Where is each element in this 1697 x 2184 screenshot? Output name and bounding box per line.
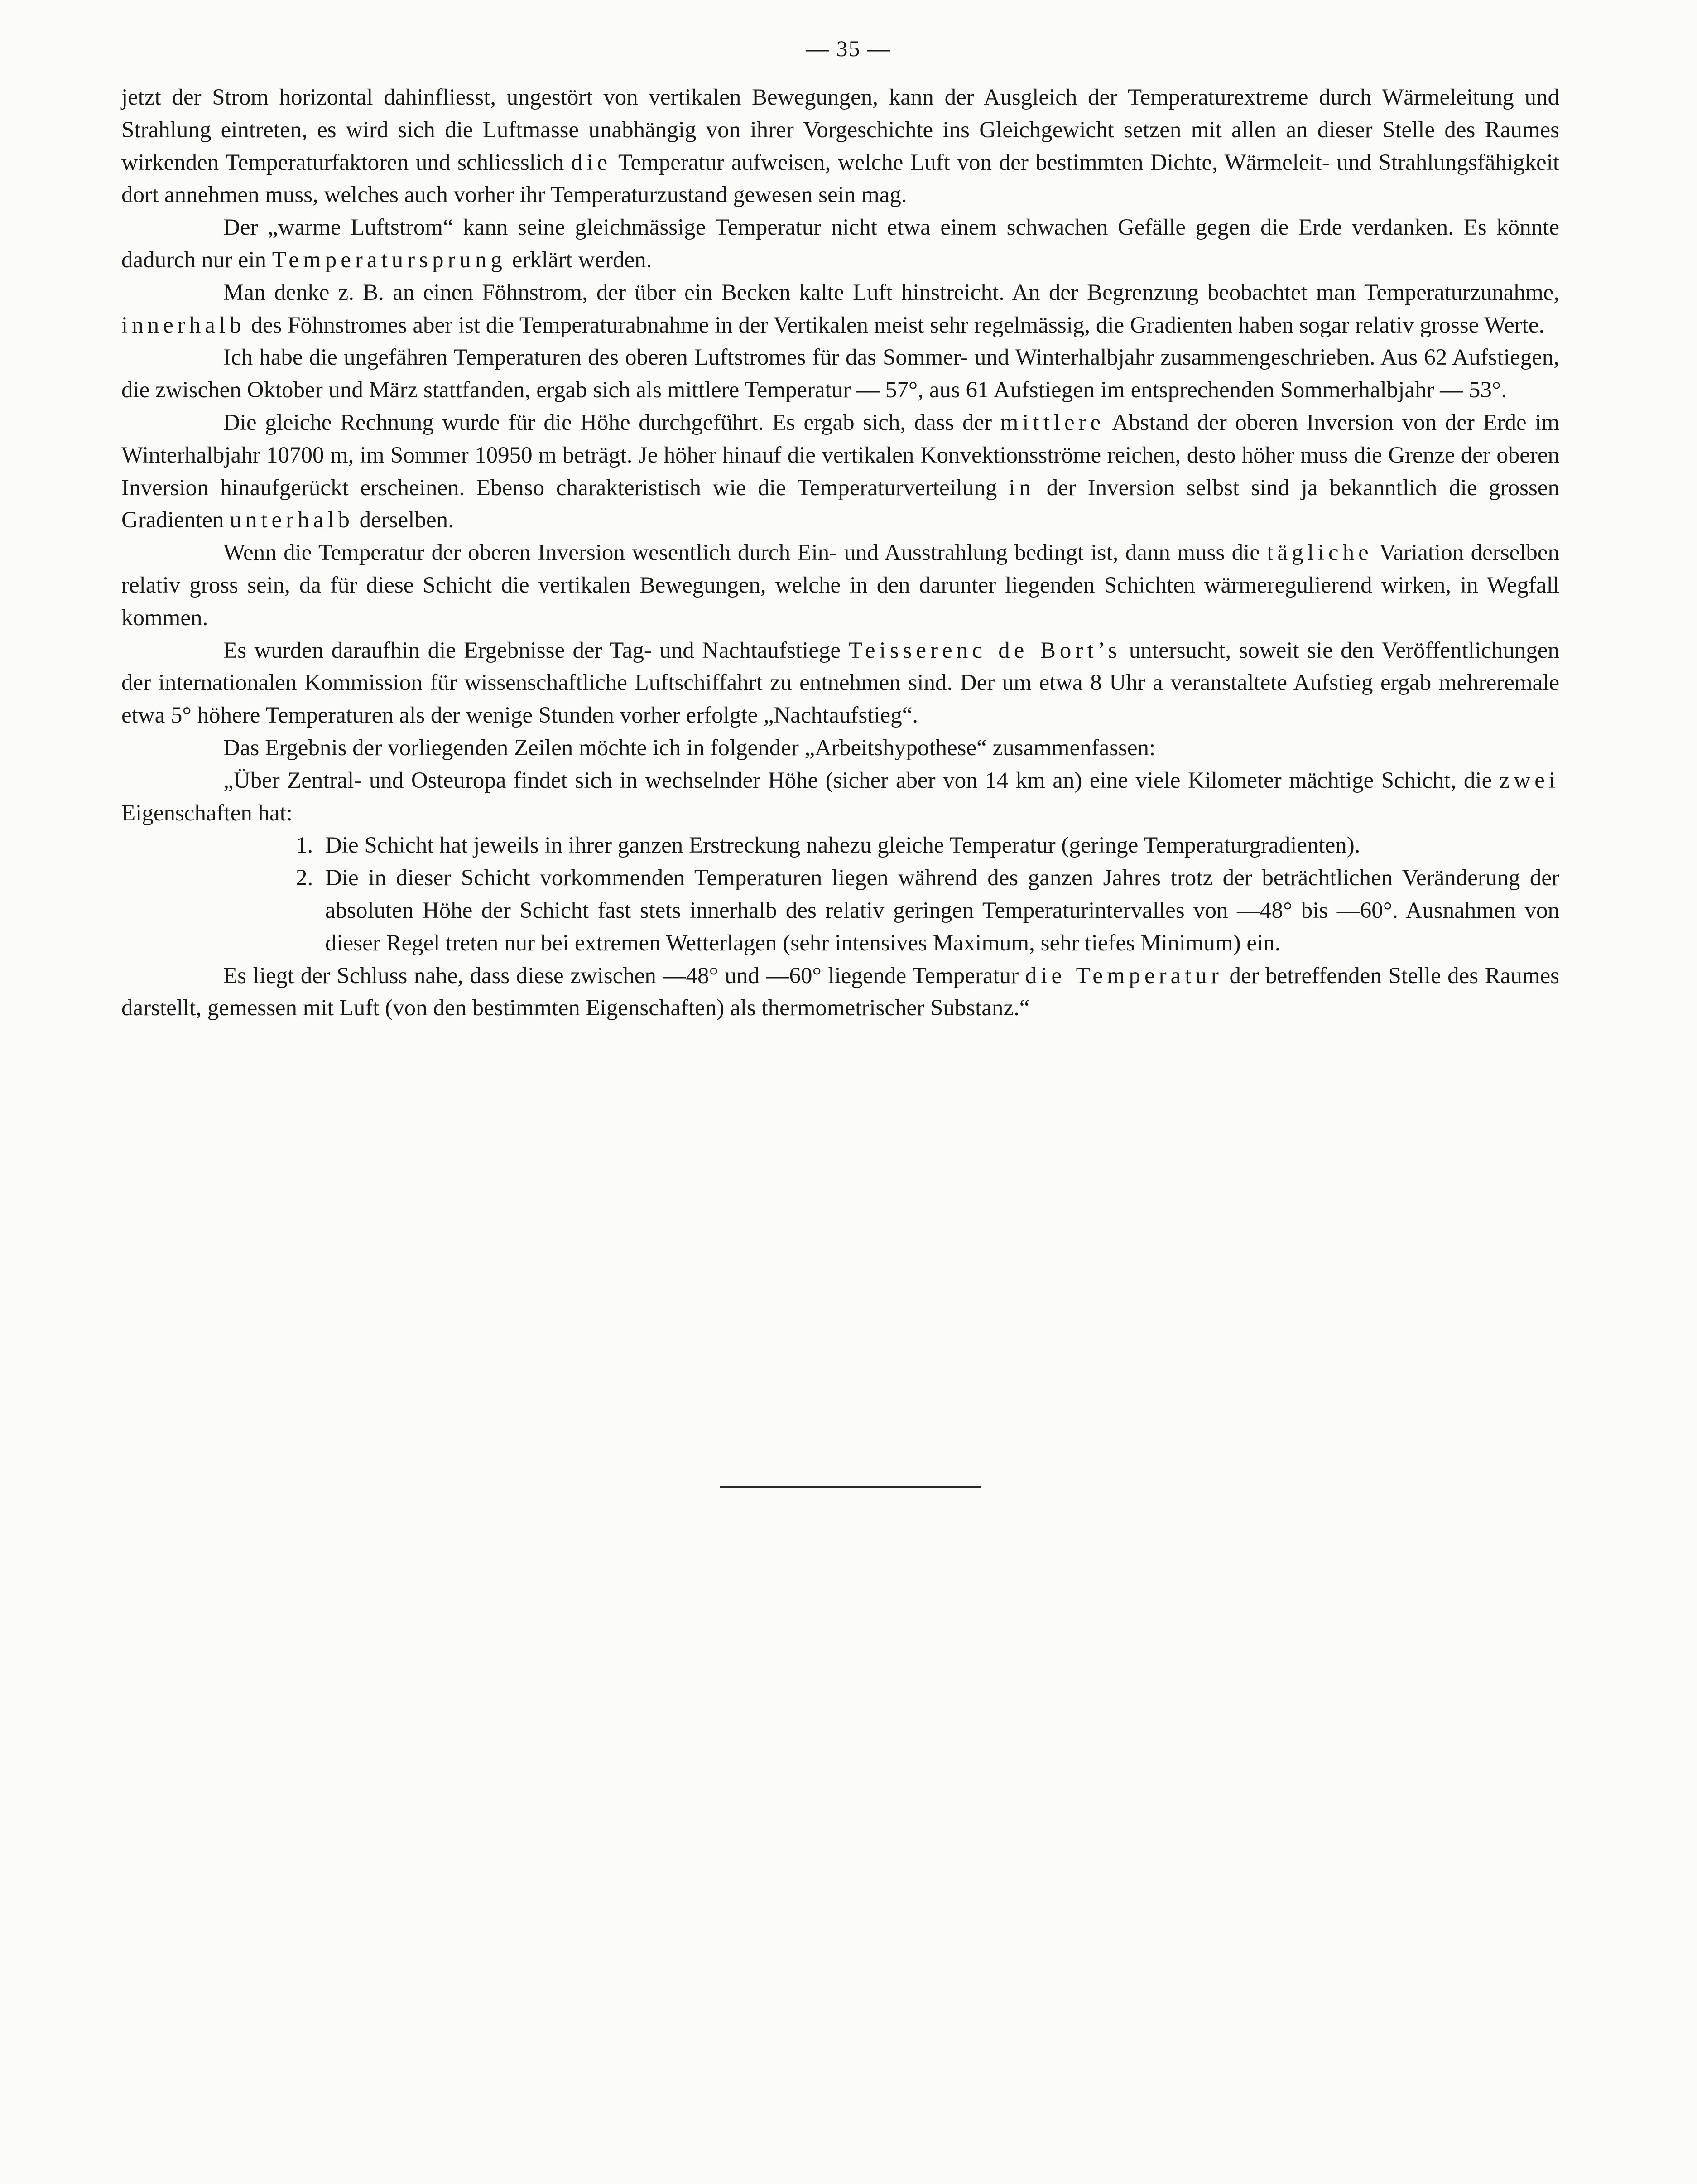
paragraph-text: Man denke z. B. an einen Föhnstrom, der über ein Becken kalte Luft hinstreicht. An der Begrenzung beobachtet man Temperaturzunahme,	[223, 280, 1559, 305]
paragraph-4: Ich habe die ungefähren Temperaturen des oberen Luftstromes für das Sommer- und Winterhalbjahr zusammengeschrieben. Aus 62 Aufstiegen, die zwischen Oktober und März stattfanden, ergab sich als mittlere Temperatur — 57°, aus 61 Aufstiegen im entsprechenden Sommerhalbjahr — 53°.	[121, 345, 1559, 403]
spaced-emphasis: Teisserenc de Bort’s	[848, 637, 1121, 663]
paragraph-text: jetzt der Strom horizontal dahinfliesst, ungestört von vertikalen Bewegungen, kann der Ausgleich der Temperaturextreme durch Wärmeleitung und Strahlung eintreten, es wird sich die Luftmasse unabhängig von ihrer Vorgeschichte ins Gleichgewicht setzen mit allen an dieser Stelle des Raumes wirkenden Temperaturfaktoren und schliesslich	[121, 85, 1559, 175]
list-item-text: Die Schicht hat jeweils in ihrer ganzen Erstreckung nahezu gleiche Temperatur (geringe Temperaturgradienten).	[325, 833, 1360, 858]
paragraph-text: erklärt werden.	[512, 247, 652, 273]
paragraph-text: Es wurden daraufhin die Ergebnisse der Tag- und Nachtaufstiege	[223, 637, 841, 663]
paragraph-text: Eigenschaften hat:	[121, 800, 293, 826]
spaced-emphasis: tägliche	[1267, 540, 1373, 566]
page-number: — 35 —	[806, 36, 891, 61]
list-item-number: 1.	[296, 833, 313, 858]
paragraph-text: der betreffenden Stelle des Raumes darstellt, gemessen mit Luft (von den bestimmten Eigenschaften) als thermometrischer Substanz.“	[121, 963, 1560, 1021]
spaced-emphasis: die Temperatur	[1025, 963, 1223, 988]
end-rule	[720, 1486, 981, 1488]
body-text	[121, 82, 1559, 1025]
spaced-emphasis: innerhalb	[121, 312, 245, 338]
paragraph-text: Wenn die Temperatur der oberen Inversion wesentlich durch Ein- und Ausstrahlung bedingt ist, dann muss die	[223, 540, 1260, 566]
paragraph-text: Es liegt der Schluss nahe, dass diese zwischen —48° und —60° liegende Temperatur	[223, 963, 1019, 988]
paragraph-9	[121, 765, 1559, 830]
list-item-number: 2.	[296, 865, 313, 891]
paragraph-1	[121, 82, 1559, 212]
list-item	[121, 862, 1559, 959]
paragraph-10	[121, 960, 1559, 1025]
paragraph-3	[121, 277, 1559, 342]
spaced-emphasis: Temperatursprung	[272, 247, 506, 273]
spaced-emphasis: in	[1009, 475, 1035, 501]
paragraph-6	[121, 537, 1559, 634]
property-list	[121, 829, 1559, 959]
paragraph-text: Temperatur aufweisen, welche Luft von der bestimmten Dichte, Wärmeleit- und Strahlungsfähigkeit dort annehmen muss, welches auch vorher ihr Temperaturzustand gewesen sein mag.	[121, 149, 1560, 208]
paragraph-text: derselben.	[359, 507, 454, 533]
list-item-text: Die in dieser Schicht vorkommenden Temperaturen liegen während des ganzen Jahres trotz der beträchtlichen Veränderung der absoluten Höhe der Schicht fast stets innerhalb des relativ geringen Temperaturintervalles von —48° bis —60°. Ausnahmen von dieser Regel treten nur bei extremen Wetterlagen (sehr intensives Maximum, sehr tiefes Minimum) ein.	[325, 865, 1559, 956]
spaced-emphasis: mittlere	[1000, 410, 1105, 435]
spaced-emphasis: zwei	[1499, 767, 1560, 793]
spaced-emphasis: unterhalb	[230, 507, 354, 533]
paragraph-2	[121, 212, 1559, 277]
paragraph-text: des Föhnstromes aber ist die Temperaturabnahme in der Vertikalen meist sehr regelmässig, die Gradienten haben sogar relativ grosse Werte.	[251, 312, 1545, 338]
paragraph-8: Das Ergebnis der vorliegenden Zeilen möchte ich in folgender „Arbeitshypothese“ zusammenfassen:	[223, 735, 1156, 761]
paragraph-text: der Inversion selbst sind ja bekanntlich die grossen Gradienten	[121, 475, 1559, 533]
paragraph-7	[121, 635, 1559, 732]
paragraph-5	[121, 407, 1559, 537]
paragraph-text: Variation derselben relativ gross sein, da für diese Schicht die vertikalen Bewegungen, welche in den darunter liegenden Schichten wärmeregulierend wirken, in Wegfall kommen.	[121, 540, 1560, 631]
list-item	[121, 829, 1559, 862]
paragraph-text: Der „warme Luftstrom“ kann seine gleichmässige Temperatur nicht etwa einem schwachen Gefälle gegen die Erde verdanken. Es könnte dadurch nur ein	[121, 215, 1559, 273]
paragraph-text: Die gleiche Rechnung wurde für die Höhe durchgeführt. Es ergab sich, dass der	[223, 410, 992, 435]
spaced-emphasis: die	[571, 149, 612, 175]
paragraph-text: „Über Zentral- und Osteuropa findet sich in wechselnder Höhe (sicher aber von 14 km an) eine viele Kilometer mächtige Schicht, die	[223, 767, 1492, 793]
paragraph-text: Abstand der oberen Inversion von der Erde im Winterhalbjahr 10700 m, im Sommer 10950 m beträgt. Je höher hinauf die vertikalen Konvektionsströme reichen, desto höher muss die Grenze der oberen Inversion hinaufgerückt erscheinen. Ebenso charakteristisch wie die Temperaturverteilung	[121, 410, 1560, 501]
paragraph-text: untersucht, soweit sie den Veröffentlichungen der internationalen Kommission für wissenschaftliche Luftschiffahrt zu entnehmen sind. Der um etwa 8 Uhr a veranstaltete Aufstieg ergab mehreremale etwa 5° höhere Temperaturen als der wenige Stunden vorher erfolgte „Nachtaufstieg“.	[121, 637, 1559, 728]
